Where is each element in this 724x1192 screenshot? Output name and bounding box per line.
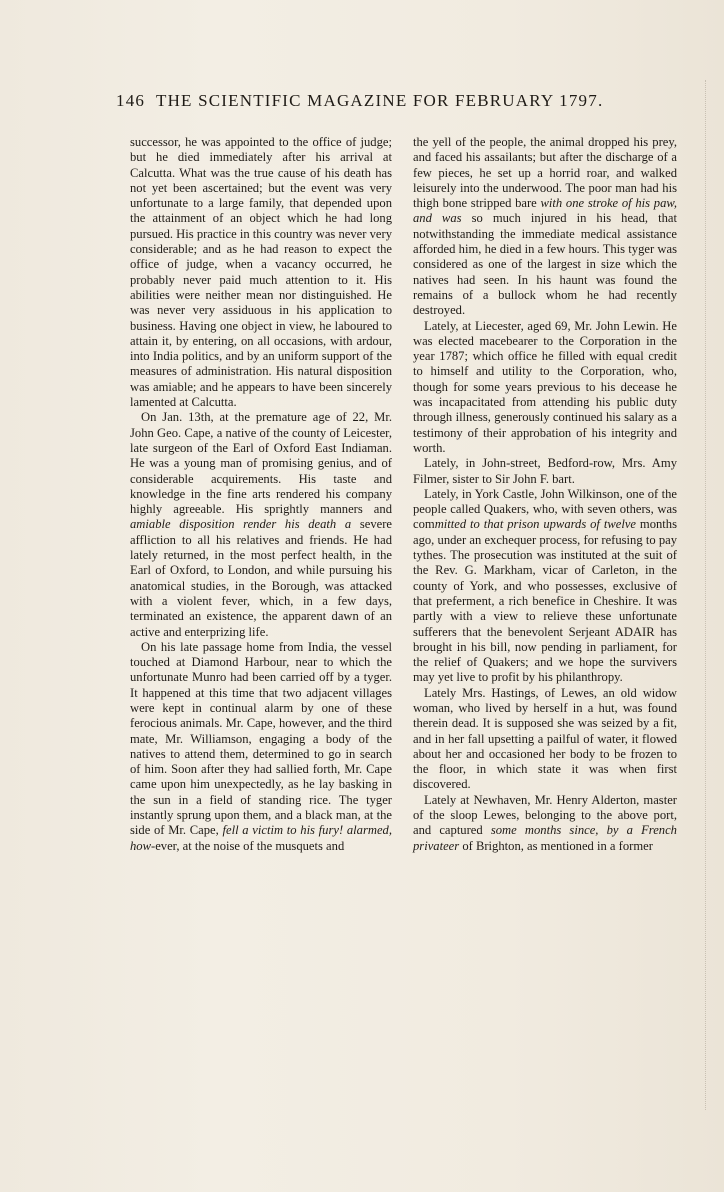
text-run: severe affliction to all his relatives and friends. He had lately returned, in the most perfect health, in the Earl of Oxford, to London, and while pursuing his anatomical studies, in the Borough, was attacked with a violent fever, which, in a few days, terminated an existence, the apparent dawn of an active and enterprizing life. xyxy=(130,517,392,639)
paragraph-tyger-continued xyxy=(413,135,677,319)
page-number: 146 xyxy=(116,91,146,110)
running-title: THE SCIENTIFIC MAGAZINE FOR FEBRUARY 1797. xyxy=(156,91,604,110)
text-run: Lately at Newhaven, Mr. Henry Alderton, master of the sloop Lewes, belonging to the above port, and captured xyxy=(413,792,677,838)
italic-run: fell a victim to his fury! alarmed, how- xyxy=(130,823,392,853)
text-run: months ago, under an exchequer process, for refusing to pay tythes. The prosecution was instituted at the suit of the Rev. G. Markham, vicar of Carleton, in the county of York, and who possesses, exclusive of that preferment, a rich benefice in Cheshire. It was partly with a view to relieve these unfortunate sufferers that the benevolent Serjeant ADAIR has brought in his bill, now pending in parliament, for the relief of Quakers; and we hope the survivers may yet live to profit by his philanthropy. xyxy=(413,517,677,685)
italic-run: some months since, by a French privateer xyxy=(413,823,677,853)
italic-run: amiable disposition render his death a xyxy=(130,517,352,532)
text-run: of Brighton, as mentioned in a former xyxy=(459,838,653,853)
paragraph-cape-obituary xyxy=(130,410,392,639)
paragraph-tyger-story xyxy=(130,640,392,854)
left-column xyxy=(130,135,392,854)
paragraph-alderton xyxy=(413,793,677,854)
text-run: On his late passage home from India, the vessel touched at Diamond Harbour, near to which the unfortunate Munro had been carried off by a tyger. It happened at this time that two adjacent villages were kept in continual alarm by one of these ferocious animals. Mr. Cape, however, and the third mate, Mr. Williamson, engaging a body of the natives to attend them, determined to go in search of him. Soon after they had sallied forth, Mr. Cape came upon him unexpectedly, as he lay basking in the sun in a field of standing rice. The tyger instantly sprung upon them, and a black man, at the side of Mr. Cape, xyxy=(130,639,392,838)
paragraph-hastings: Lately Mrs. Hastings, of Lewes, an old widow woman, who lived by herself in a hut, was found therein dead. It is supposed she was seized by a fit, and in her fall upsetting a pailful of water, it flowed about her and occasioned her body to be frozen to the floor, in which state it was when first discovered. xyxy=(413,685,677,792)
text-run: On Jan. 13th, at the premature age of 22, Mr. John Geo. Cape, a native of the county of Leicester, late surgeon of the Earl of Oxford East Indiaman. He was a young man of promising genius, and of considerable acquirements. His taste and knowledge in the fine arts rendered his company highly agreeable. His sprightly manners and xyxy=(130,410,392,517)
text-run: ever, at the noise of the musquets and xyxy=(155,838,345,853)
right-column xyxy=(413,135,677,854)
paragraph-wilkinson xyxy=(413,487,677,686)
italic-run: mitted to that prison upwards of twelve xyxy=(434,517,636,532)
italic-run: with one stroke of his paw, and was xyxy=(413,196,677,226)
paragraph-filmer: Lately, in John-street, Bedford-row, Mrs. Amy Filmer, sister to Sir John F. bart. xyxy=(413,456,677,486)
page-header xyxy=(116,91,676,121)
paragraph-lewin: Lately, at Liecester, aged 69, Mr. John Lewin. He was elected macebearer to the Corporation in the year 1787; which office he filled with equal credit to himself and utility to the Corporation, who, though for some years previous to his decease he was incapacitated from attending his public duty through illness, generously continued his salary as a testimony of their approbation of his integrity and worth. xyxy=(413,318,677,455)
text-run: so much injured in his head, that notwithstanding the immediate medical assistance afforded him, he died in a few hours. This tyger was considered as one of the largest in size which the natives had seen. In his haunt was found the remains of a bullock whom he had recently destroyed. xyxy=(413,211,678,318)
page-edge-shadow xyxy=(705,80,720,1110)
paragraph-successor: successor, he was appointed to the office of judge; but he died immediately after his arrival at Calcutta. What was the true cause of his death has not yet been ascertained; but the event was very unfortunate to a large family, that depended upon the attainment of an object which he had long pursued. His practice in this country was never very considerable; and as he had reason to expect the office of judge, when a vacancy occurred, he probably never paid much attention to it. His abilities were neither mean nor distinguished. He was never very assiduous in his application to business. Having one object in view, he laboured to attain it, by entering, on all occasions, with ardour, into India politics, and by an uniform support of the measures of administration. His natural disposition was amiable; and he appears to have been sincerely lamented at Calcutta. xyxy=(130,135,392,410)
text-run: the yell of the people, the animal dropped his prey, and faced his assailants; but after the discharge of a few pieces, he set up a horrid roar, and walked leisurely into the underwood. The poor man had his thigh bone stripped bare xyxy=(413,135,677,211)
text-run: Lately, in York Castle, John Wilkinson, one of the people called Quakers, who, with seven others, was com xyxy=(413,486,677,532)
